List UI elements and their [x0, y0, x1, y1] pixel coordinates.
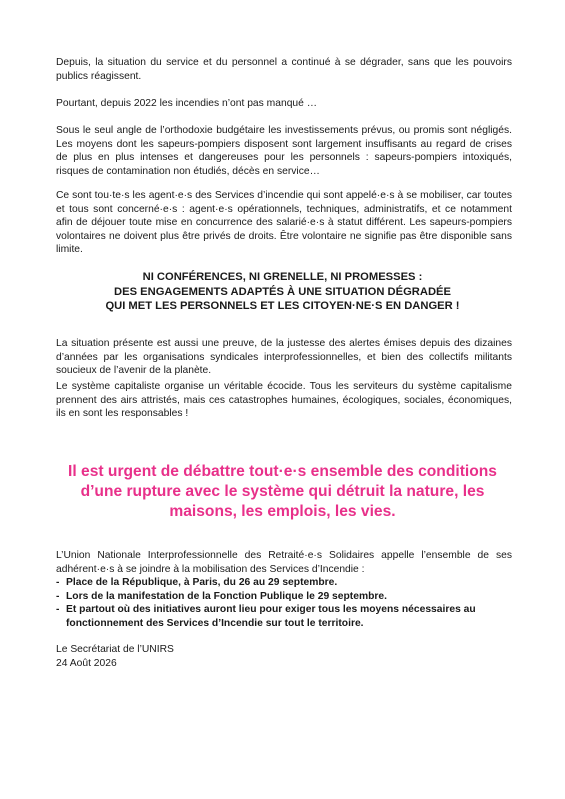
slogan-line-3: QUI MET LES PERSONNELS ET LES CITOYEN·NE·S EN DANGER ! [105, 300, 460, 313]
slogan-line-2: DES ENGAGEMENTS ADAPTÉS À UNE SITUATION DÉGRADÉE [114, 285, 451, 298]
paragraph-budget: Sous le seul angle de l’orthodoxie budgétaire les investissements prévus, ou promis sont négligés. Les moyens dont les sapeurs-pompiers disposent sont largement insuffisants au regard de crises de plus en plus intenses et dangereuses pour les personnels : sapeurs-pompiers intoxiqués, risques de contamination non étudiés, décès en service… [56, 125, 512, 177]
callout-line-3: maisons, les emplois, les vies. [169, 503, 396, 520]
paragraph-unirs-call: L’Union Nationale Interprofessionnelle des Retraité·e·s Solidaires appelle l’ensemble de ses adhérent·e·s à se joindre à la mobilisation des Services d’Incendie : [56, 550, 512, 575]
paragraph-fires: Pourtant, depuis 2022 les incendies n’ont pas manqué … [56, 98, 318, 109]
callout-line-1: Il est urgent de débattre tout·e·s ensemble des conditions [68, 463, 497, 480]
list-item: - Place de la République, à Paris, du 26 au 29 septembre. [56, 577, 338, 588]
urgent-callout [40, 462, 525, 522]
paragraph-ecocide: Le système capitaliste organise un véritable écocide. Tous les serviteurs du système capitalisme prennent des airs attristés, mais ces catastrophes humaines, écologiques, sociales, économiques, ils en sont les responsables ! [56, 381, 512, 420]
mobilisation-list [56, 576, 516, 630]
paragraph-warnings: La situation présente est aussi une preuve, de la justesse des alertes émises depuis des dizaines d’années par les organisations syndicales interprofessionnelles, et bien des collectifs militants soucieux de l’avenir de la planète. [56, 338, 512, 377]
paragraph-service-degradation: Depuis, la situation du service et du personnel a continué à se dégrader, sans que les pouvoirs publics réagissent. [56, 57, 512, 82]
signature-date: 24 Août 2026 [56, 657, 117, 669]
slogan-heading [40, 270, 525, 314]
slogan-line-1: NI CONFÉRENCES, NI GRENELLE, NI PROMESSES : [142, 271, 423, 283]
paragraph-mobilise-agents: Ce sont tou·te·s les agent·e·s des Services d’incendie qui sont appelé·e·s à se mobiliser, car toutes et tous sont concerné·e·s : agent·e·s opérationnels, techniques, administratifs, et ce notamment afin de déjouer toute mise en concurrence des salarié·e·s à statut différent. Les sapeurs-pompiers volontaires ne doivent plus être privés de droits. Être volontaire ne signifie pas être disponible sans limite. [56, 190, 512, 256]
list-item: - Lors de la manifestation de la Fonction Publique le 29 septembre. [56, 590, 387, 602]
list-item: - Et partout où des initiatives auront lieu pour exiger tous les moyens nécessaires au fonctionnement des Services d’Incendie sur tout le territoire. [56, 604, 476, 629]
signature-block [56, 643, 512, 670]
callout-line-2: d’une rupture avec le système qui détruit la nature, les [80, 483, 485, 500]
bullet-dash: - [56, 577, 60, 588]
bullet-dash: - [56, 604, 60, 616]
signature-author: Le Secrétariat de l’UNIRS [56, 644, 174, 655]
bullet-dash: - [56, 590, 60, 602]
